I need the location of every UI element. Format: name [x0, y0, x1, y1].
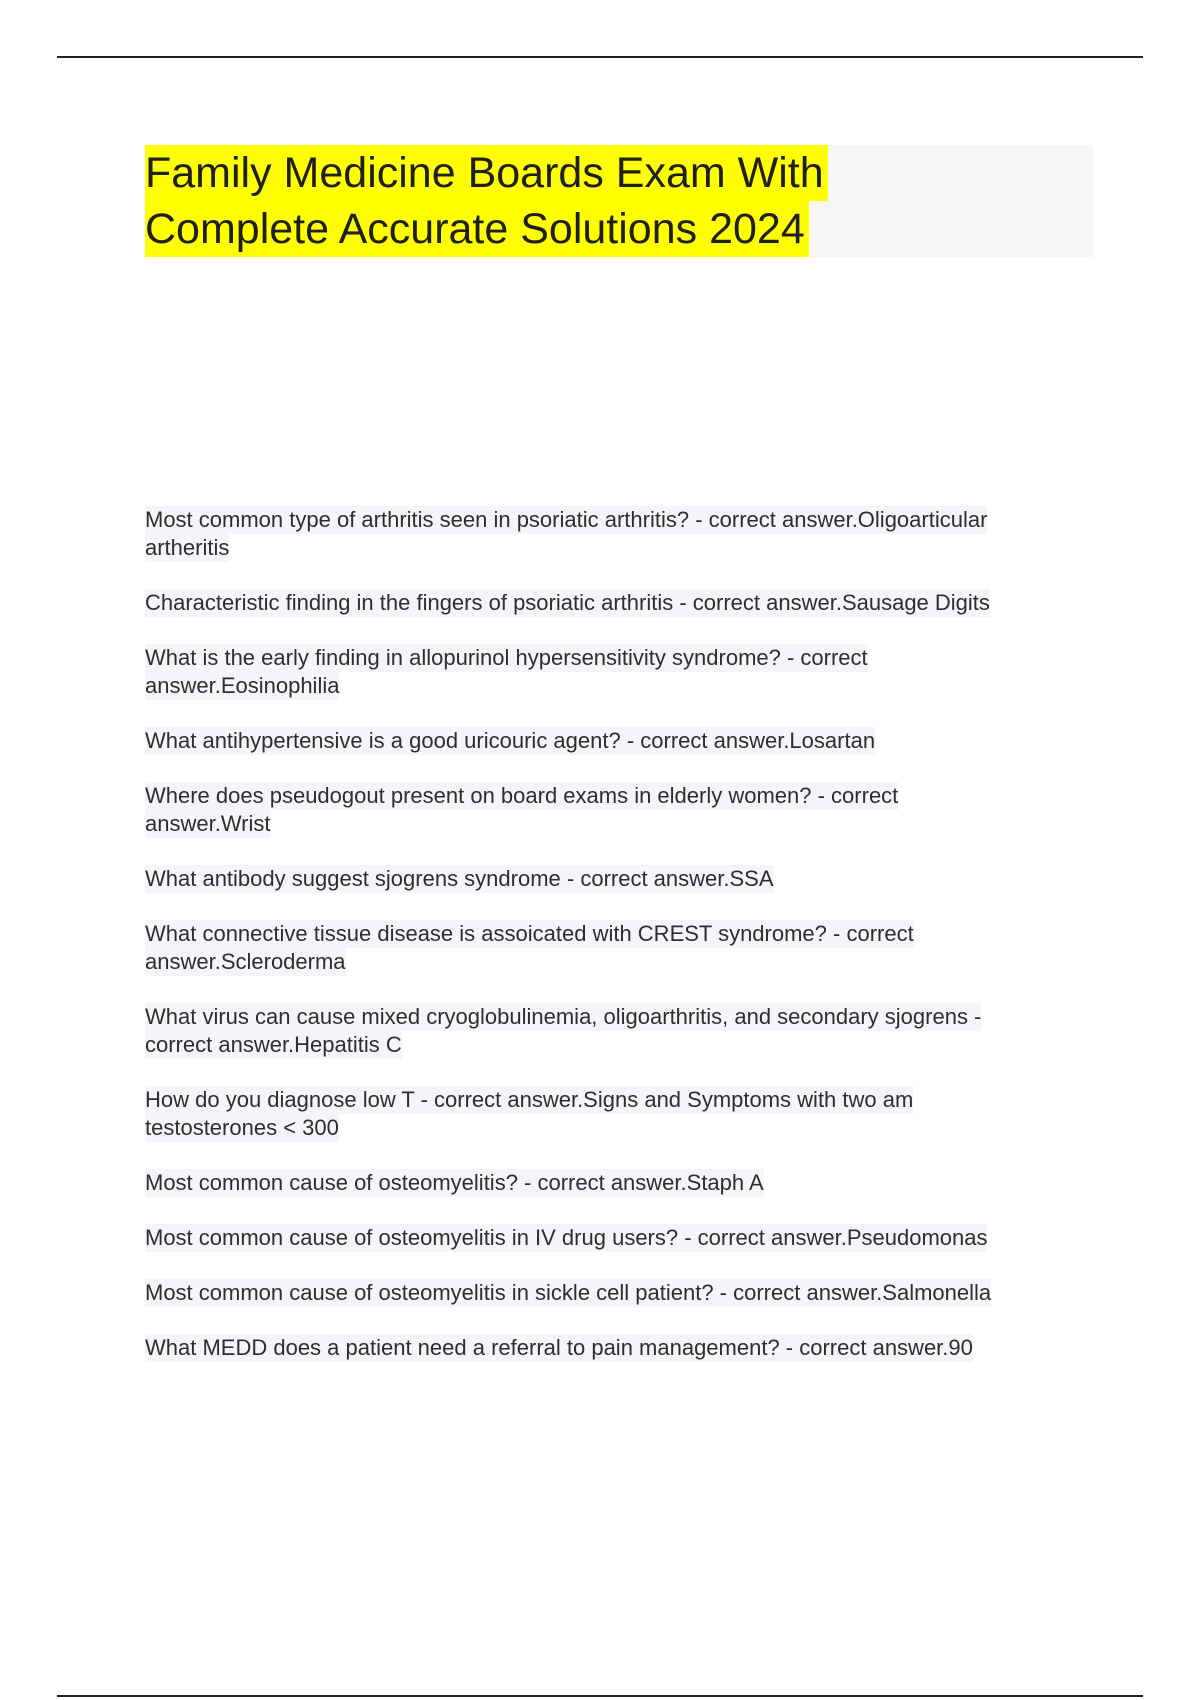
title-line-2: Complete Accurate Solutions 2024: [145, 201, 809, 257]
qa-item-line: What antihypertensive is a good uricouric agent? - correct answer.Losartan: [145, 728, 876, 753]
qa-item-line: correct answer.Hepatitis C: [145, 1032, 402, 1057]
qa-item-line: What antibody suggest sjogrens syndrome - correct answer.SSA: [145, 866, 774, 891]
title-line-1: Family Medicine Boards Exam With: [145, 145, 828, 201]
qa-item-line: artheritis: [145, 535, 230, 560]
qa-item: [145, 865, 1095, 893]
qa-item-line: Most common cause of osteomyelitis in IV drug users? - correct answer.Pseudomonas: [145, 1225, 988, 1250]
qa-item: [145, 1279, 1095, 1307]
qa-item-line: Where does pseudogout present on board exams in elderly women? - correct: [145, 783, 899, 808]
qa-item-line: What MEDD does a patient need a referral to pain management? - correct answer.90: [145, 1335, 973, 1360]
qa-item-line: Most common cause of osteomyelitis in sickle cell patient? - correct answer.Salmonella: [145, 1280, 992, 1305]
top-rule: [57, 56, 1143, 58]
qa-item-line: Most common cause of osteomyelitis? - correct answer.Staph A: [145, 1170, 764, 1195]
qa-item: [145, 589, 1095, 617]
qa-item-line: answer.Wrist: [145, 811, 271, 836]
qa-item: [145, 782, 1095, 838]
title-line-1-wrap: [145, 145, 1093, 201]
bottom-rule: [57, 1695, 1143, 1697]
qa-item-line: answer.Scleroderma: [145, 949, 346, 974]
qa-item: [145, 1224, 1095, 1252]
qa-list: [145, 506, 1095, 1389]
qa-item-line: What virus can cause mixed cryoglobulinemia, oligoarthritis, and secondary sjogrens -: [145, 1004, 982, 1029]
qa-item-line: Characteristic finding in the fingers of psoriatic arthritis - correct answer.Sausage Digits: [145, 590, 990, 615]
title-line-2-wrap: [145, 201, 1093, 257]
qa-item: [145, 920, 1095, 976]
qa-item: [145, 1169, 1095, 1197]
qa-item-line: testosterones < 300: [145, 1115, 339, 1140]
qa-item-line: Most common type of arthritis seen in psoriatic arthritis? - correct answer.Oligoarticular: [145, 507, 988, 532]
qa-item-line: How do you diagnose low T - correct answer.Signs and Symptoms with two am: [145, 1087, 914, 1112]
qa-item: [145, 1334, 1095, 1362]
qa-item: [145, 506, 1095, 562]
qa-item: [145, 1086, 1095, 1142]
qa-item-line: answer.Eosinophilia: [145, 673, 340, 698]
qa-item: [145, 1003, 1095, 1059]
qa-item-line: What connective tissue disease is assoicated with CREST syndrome? - correct: [145, 921, 914, 946]
document-title: [145, 145, 1093, 257]
qa-item-line: What is the early finding in allopurinol hypersensitivity syndrome? - correct: [145, 645, 868, 670]
qa-item: [145, 727, 1095, 755]
qa-item: [145, 644, 1095, 700]
